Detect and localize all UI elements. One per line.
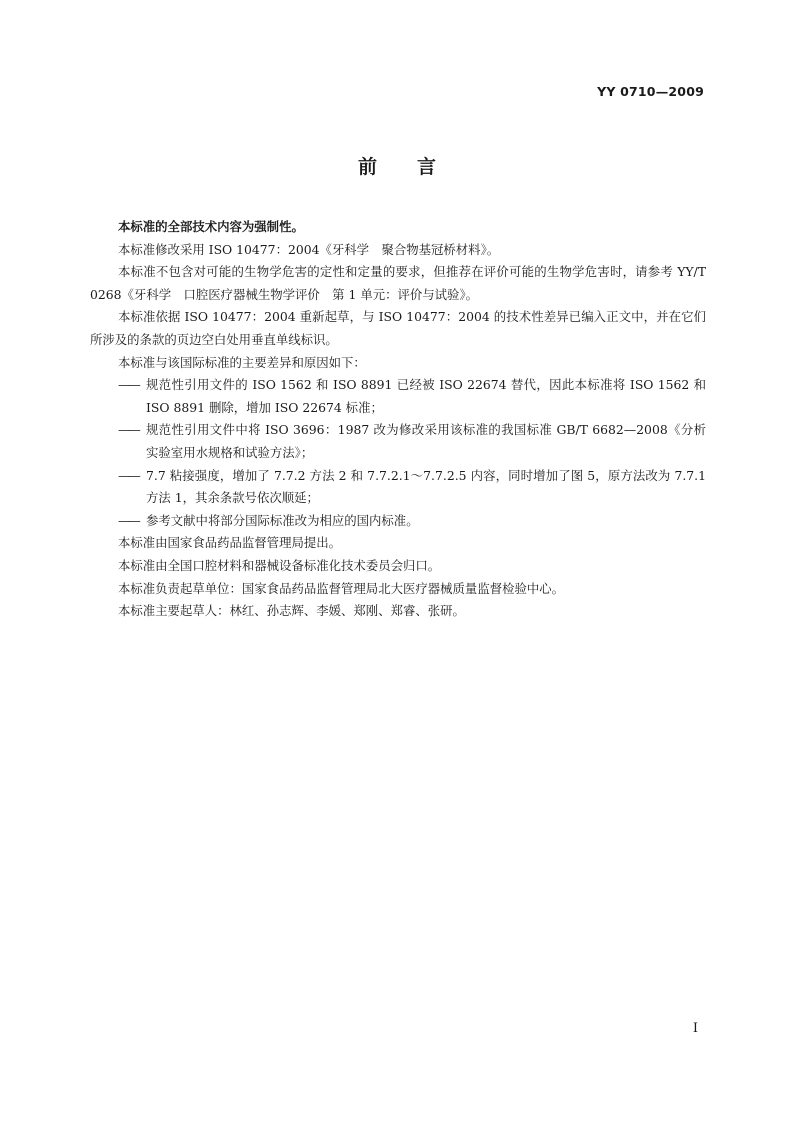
paragraph-proposer: 本标准由国家食品药品监督管理局提出。 (118, 535, 342, 551)
list-item (90, 419, 706, 464)
list-item-text: 参考文献中将部分国际标准改为相应的国内标准。 (146, 512, 419, 528)
page-number: I (692, 1021, 698, 1036)
paragraph-biological-hazard: 本标准不包含对可能的生物学危害的定性和定量的要求，但推荐在评价可能的生物学危害时，请参考 YY/T 0268《牙科学 口腔医疗器械生物学评价 第 1 单元：评价与试验》。 (90, 264, 706, 302)
paragraph-drafting-basis: 本标准依据 ISO 10477：2004 重新起草，与 ISO 10477：2004 的技术性差异已编入正文中，并在它们所涉及的条款的页边空白处用垂直单线标识。 (90, 309, 706, 347)
title-char-1: 前 (357, 156, 377, 178)
paragraph-drafting-unit: 本标准负责起草单位：国家食品药品监督管理局北大医疗器械质量监督检验中心。 (118, 580, 565, 596)
list-item (90, 465, 706, 510)
page-title (0, 152, 794, 179)
dash-marker: —— (118, 467, 139, 483)
dash-marker: —— (118, 422, 139, 438)
paragraph-differences-intro: 本标准与该国际标准的主要差异和原因如下： (118, 354, 366, 370)
dash-marker: —— (118, 512, 139, 528)
list-item-text: 规范性引用文件中将 ISO 3696：1987 改为修改采用该标准的我国标准 GB/T 6682—2008《分析实验室用水规格和试验方法》； (146, 422, 706, 460)
standard-number: YY 0710—2009 (597, 84, 704, 99)
dash-marker: —— (118, 377, 139, 393)
list-item (90, 510, 706, 533)
list-item (90, 374, 706, 419)
list-item-text: 7.7 粘接强度，增加了 7.7.2 方法 2 和 7.7.2.1～7.7.2.5 内容，同时增加了图 5，原方法改为 7.7.1 方法 1，其余条款号依次顺延； (146, 467, 706, 506)
paragraph-mandatory: 本标准的全部技术内容为强制性。 (118, 219, 304, 234)
title-char-2: 言 (417, 156, 437, 178)
list-item-text: 规范性引用文件的 ISO 1562 和 ISO 8891 已经被 ISO 22674 替代，因此本标准将 ISO 1562 和 ISO 8891 删除，增加 ISO 22674 标准； (146, 377, 706, 415)
paragraph-centralized-by: 本标准由全国口腔材料和器械设备标准化技术委员会归口。 (118, 557, 441, 573)
paragraph-adoption: 本标准修改采用 ISO 10477：2004《牙科学 聚合物基冠桥材料》。 (118, 241, 500, 257)
paragraph-drafters: 本标准主要起草人：林红、孙志辉、李媛、郑刚、郑睿、张研。 (118, 603, 465, 619)
foreword-body (90, 216, 706, 623)
